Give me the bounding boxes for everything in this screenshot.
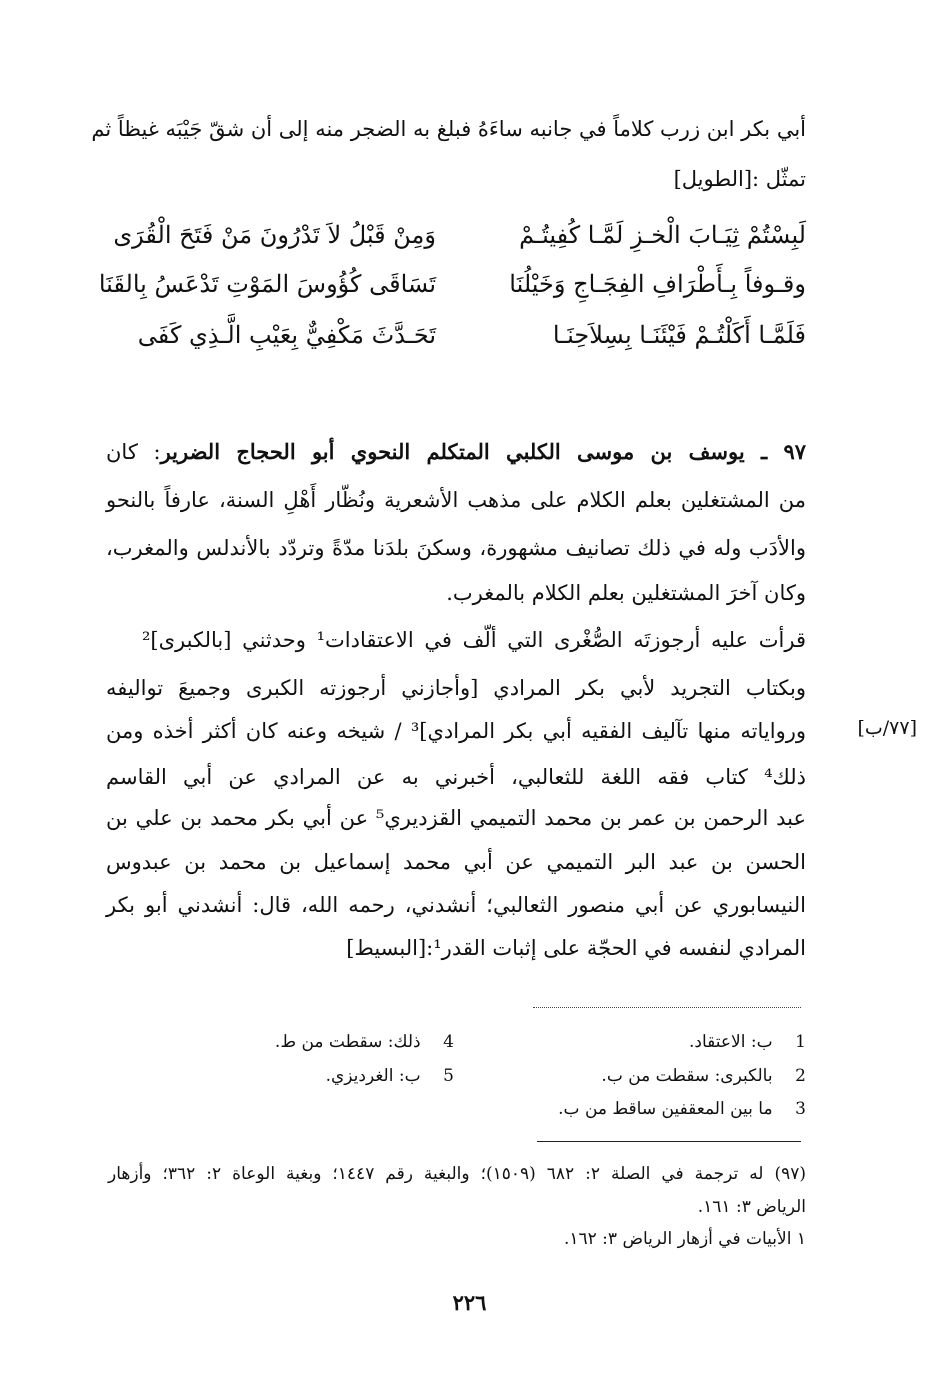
top-passage-line-1: أبي بكر ابن زرب كلاماً في جانبه ساءَهُ فبلغ به الضجر منه إلى أن شقّ جَيْبَه غيظاً ثم: [91, 117, 806, 141]
verse-2-first-hemistich: وقـوفاً بِـأَطْرَافِ الفِجَـاجِ وَخَيْلُنَا: [509, 270, 806, 298]
verse-3-first-hemistich: فَلَمَّـا أَكَلْتُـمْ فَيْئَنَـا بِسِلاَحِنَـا: [552, 321, 806, 349]
verse-1-first-hemistich: لَبِسْتُمْ ثِيَـابَ الْخـزِ لَمَّـا كُفِيتُـمْ: [519, 221, 806, 249]
reading-line-1: قرأت عليه أرجوزتَه الصُّغْرى التي ألّف في الاعتقادات¹ وحدثني [بالكبرى]²: [142, 628, 806, 652]
verse-1-second-hemistich: وَمِنْ قَبْلُ لاَ تَدْرُونَ مَنْ فَتَحَ الْقُرَى: [113, 221, 436, 249]
verse-2-second-hemistich: تَسَاقَى كُؤُوسَ المَوْتِ تَدْعَسُ بِالقَنَا: [98, 270, 436, 298]
page-number: ٢٢٦: [452, 1290, 487, 1315]
folio-margin-note: [٧٧/ب]: [857, 717, 917, 739]
reading-line-7: النيسابوري عن أبي منصور الثعالبي؛ أنشدني، رحمه الله، قال: أنشدني أبو بكر: [106, 893, 806, 917]
apparatus-note-number: 3: [795, 1099, 806, 1119]
apparatus-note-text: ب: الغرديزي.: [325, 1066, 421, 1086]
apparatus-note-number: 1: [795, 1032, 806, 1052]
biography-heading: ٩٧ ـ يوسف بن موسى الكلبي المتكلم النحوي أبو الحجاج الضرير: [160, 439, 807, 464]
reading-line-6: الحسن بن عبد البر التميمي عن أبي محمد إسماعيل بن محمد بن عبدوس: [106, 850, 806, 874]
apparatus-note-number: 5: [443, 1066, 454, 1086]
top-passage-line-2: تمثّل :[الطويل]: [673, 167, 806, 191]
apparatus-note-text: بالكبرى: سقطت من ب.: [601, 1066, 773, 1086]
apparatus-note-number: 2: [795, 1066, 806, 1086]
biography-line-3: وكان آخرَ المشتغلين بعلم الكلام بالمغرب.: [446, 581, 806, 605]
biography-line-1: من المشتغلين بعلم الكلام على مذهب الأشعرية ونُظّار أَهْلِ السنة، عارفاً بالنحو: [106, 488, 806, 512]
reading-line-4: ذلك⁴ كتاب فقه اللغة للثعالبي، أخبرني به عن المرادي عن أبي القاسم: [106, 765, 806, 789]
apparatus-note-2: [601, 1066, 806, 1086]
biography-heading-line: [106, 439, 806, 465]
biography-line-2: والأدَب وله في ذلك تصانيف مشهورة، وسكنَ بلدَنا مدّةً وتردّد بالأندلس والمغرب،: [106, 536, 806, 560]
apparatus-note-text: ب: الاعتقاد.: [689, 1032, 773, 1052]
source-notes-divider: [537, 1141, 801, 1142]
reading-line-5: عبد الرحمن بن عمر بن محمد التميمي القزديري⁵ عن أبي بكر محمد بن علي بن: [106, 806, 806, 830]
apparatus-note-1: [689, 1032, 806, 1052]
verse-3-second-hemistich: تَحَـدَّثَ مَكْفِيٌّ بِعَيْبِ الَّـذِي كَفَى: [137, 321, 436, 349]
reading-line-8: المرادي لنفسه في الحجّة على إثبات القدر¹:[البسيط]: [346, 936, 806, 960]
reading-line-3: ورواياته منها تآليف الفقيه أبي بكر المرادي]³ / شيخه وعنه كان أكثر أخذه ومن: [106, 719, 806, 743]
source-note-line-1: (٩٧) له ترجمة في الصلة ٢: ٦٨٢ (١٥٠٩)؛ والبغية رقم ١٤٤٧؛ وبغية الوعاة ٢: ٣٦٢؛ وأزهار: [108, 1164, 807, 1184]
apparatus-note-text: ذلك: سقطت من ط.: [274, 1032, 421, 1052]
apparatus-note-number: 4: [443, 1032, 454, 1052]
source-note-line-2: الرياض ٣: ١٦١.: [697, 1197, 806, 1217]
source-note-line-3: ١ الأبيات في أزهار الرياض ٣: ١٦٢.: [563, 1229, 806, 1249]
apparatus-note-4: [275, 1032, 454, 1052]
biography-heading-suffix: : كان: [106, 440, 161, 464]
reading-line-2: وبكتاب التجريد لأبي بكر المرادي [وأجازني أرجوزته الكبرى وجميعَ تواليفه: [106, 676, 806, 700]
apparatus-divider: [533, 1007, 801, 1008]
apparatus-note-3: [558, 1099, 806, 1119]
apparatus-note-5: [326, 1066, 454, 1086]
apparatus-note-text: ما بين المعقفين ساقط من ب.: [558, 1099, 773, 1119]
